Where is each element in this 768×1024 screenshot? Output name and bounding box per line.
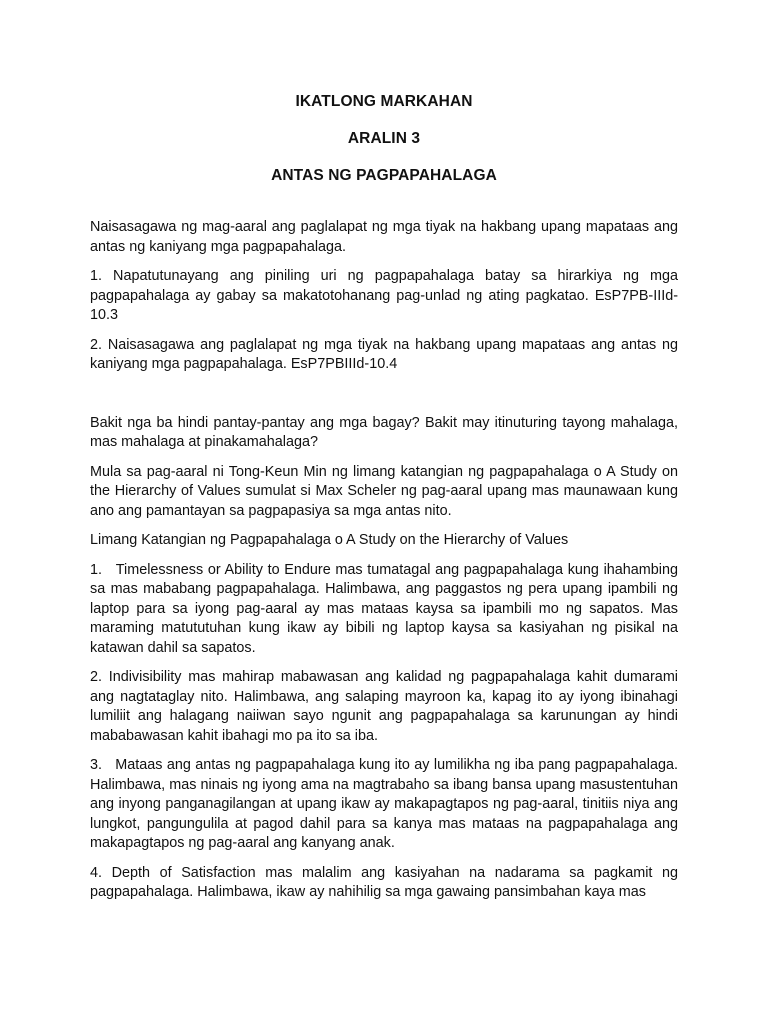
document-header [0, 93, 768, 204]
page-title: ANTAS NG PAGPAPAHALAGA [271, 167, 497, 184]
guiding-question: Bakit nga ba hindi pantay-pantay ang mga bagay? Bakit may itinuturing tayong mahalaga, mas mahalaga at pinakamahalaga? [90, 414, 678, 450]
document-body [90, 218, 682, 913]
list-heading: Limang Katangian ng Pagpapahalaga o A Study on the Hierarchy of Values [90, 532, 569, 548]
value-point-1: 1. Timelessness or Ability to Endure mas tumatagal ang pagpapahalaga kung ihahambing sa mas mababang pagpapahalaga. Halimbawa, ang paggastos ng pera upang ipambili ng laptop para sa iyong pag-aaral ay mas mataas kaysa sa ipambili mo ng sapatos. Mas maraming matututuhan kung ikaw ay bibili ng laptop kaysa sa kasiyahan ng pisikal na katawan dahil sa sapatos. [90, 561, 682, 656]
quarter-heading: IKATLONG MARKAHAN [295, 93, 473, 110]
objective-intro: Naisasagawa ng mag-aaral ang paglalapat ng mga tiyak na hakbang upang mapataas ang antas ng kaniyang mga pagpapahalaga. [90, 219, 678, 255]
study-paragraph: Mula sa pag-aaral ni Tong-Keun Min ng limang katangian ng pagpapahalaga o A Study on the Hierarchy of Values sumulat si Max Scheler ng pag-aaral upang mas maunawaan kung ano ang pamantayan sa pagpapasiya sa mga antas nito. [90, 463, 678, 519]
value-point-3: 3. Mataas ang antas ng pagpapahalaga kung ito ay lumilikha ng iba pang pagpapahalaga. Halimbawa, mas ninais ng iyong ama na magtrabaho sa ibang bansa upang masustentuhan ang inyong panganagilangan at upang ikaw ay makapagtapos ng pag-aaral, tinitiis niya ang lungkot, pangungulila at pagod dahil para sa kanya mas mataas na pagpapahalaga ang makapagtapos ng pag-aaral ang kanyang anak. [90, 757, 682, 851]
value-point-4: 4. Depth of Satisfaction mas malalim ang kasiyahan na nadarama sa pagkamit ng pagpapahalaga. Halimbawa, ikaw ay nahihilig sa mga gawaing pansimbahan kaya mas [90, 864, 678, 900]
objective-item-1: 1. Napatutunayang ang piniling uri ng pagpapahalaga batay sa hirarkiya ng mga pagpapahalaga ay gabay sa makatotohanang pag-unlad ng ating pagkatao. EsP7PB-IIId-10.3 [90, 268, 678, 323]
lesson-heading: ARALIN 3 [347, 130, 421, 147]
value-point-2: 2. Indivisibility mas mahirap mabawasan ang kalidad ng pagpapahalaga kahit dumarami ang nagtataglay nito. Halimbawa, ang salaping mayroon ka, kapag ito ay iyong ibinahagi lumiliit ang halagang naiiwan sayo ngunit ang pagpapahalaga sa karunungan ay hindi mababawasan kahit ibahagi mo pa ito sa iba. [90, 669, 678, 744]
objective-item-2: 2. Naisasagawa ang paglalapat ng mga tiyak na hakbang upang mapataas ang antas ng kaniyang mga pagpapahalaga. EsP7PBIIId-10.4 [90, 336, 678, 372]
